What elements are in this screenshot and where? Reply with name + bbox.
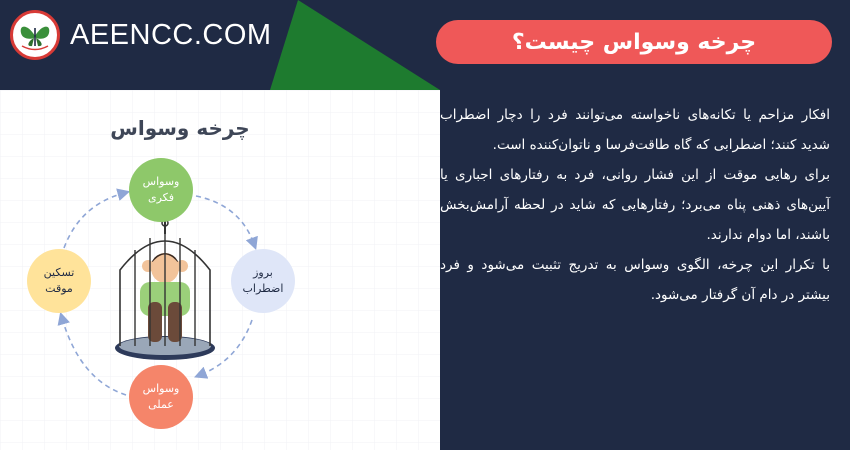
node-label-line2: فکری	[148, 191, 175, 204]
node-label-line2: موقت	[45, 282, 73, 295]
paragraph: برای رهایی موقت از این فشار روانی، فرد به رفتارهای اجباری یا آیین‌های ذهنی پناه می‌برد؛ رفتارهایی که شاید در لحظه آرامش‌بخش باشند، اما دوام ندارند.	[440, 167, 830, 243]
cycle-node-temporary-relief	[27, 249, 91, 313]
cycle-node-obsessive-thought	[129, 158, 193, 222]
node-label-line1: وسواس	[142, 382, 180, 395]
cycle-node-anxiety	[231, 249, 295, 313]
paragraph: افکار مزاحم یا تکانه‌های ناخواسته می‌توانند فرد را دچار اضطراب شدید کنند؛ اضطرابی که گاه طاقت‌فرسا و ناتوان‌کننده است.	[440, 107, 830, 153]
caged-person-illustration	[110, 220, 220, 365]
node-label-line1: وسواس	[142, 175, 180, 188]
node-label-line2: اضطراب	[242, 282, 284, 295]
brand-name: AEENCC.COM	[70, 18, 272, 51]
diagram-title: چرخه وسواس	[110, 116, 250, 140]
cycle-node-compulsion	[129, 365, 193, 429]
node-label-line1: تسکین	[43, 266, 75, 279]
paragraph: با تکرار این چرخه، الگوی وسواس به تدریج تثبیت می‌شود و فرد بیشتر در دام آن گرفتار می‌شود.	[440, 257, 830, 303]
node-label-line2: عملی	[148, 398, 174, 411]
page-title: چرخه وسواس چیست؟	[436, 20, 832, 64]
node-label-line1: بروز	[253, 266, 273, 279]
article-body	[440, 100, 830, 310]
